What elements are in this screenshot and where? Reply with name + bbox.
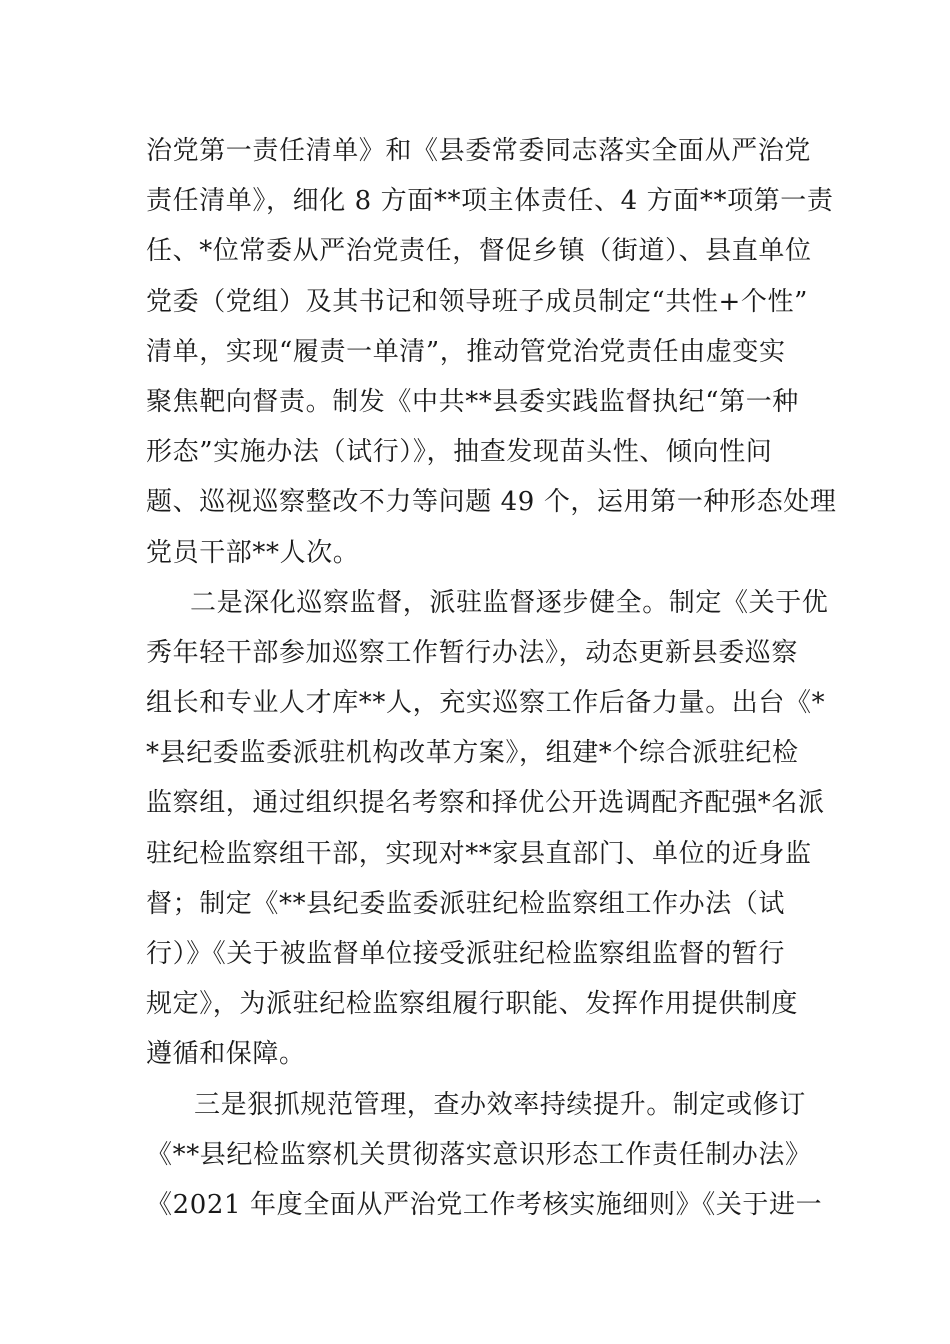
text-line: 清单，实现“履责一单清”，推动管党治党责任由虚变实 [146, 336, 786, 367]
text-line: 《2021 年度全面从严治党工作考核实施细则》《关于进一 [146, 1189, 823, 1220]
document-body [146, 126, 837, 1230]
text-line: 责任清单》，细化 8 方面**项主体责任、4 方面**项第一责 [146, 186, 834, 217]
text-line: 形态”实施办法（试行）》，抽查发现苗头性、倾向性问 [146, 437, 773, 468]
text-line: 党员干部**人次。 [146, 537, 360, 568]
text-line: 驻纪检监察组干部，实现对**家县直部门、单位的近身监 [146, 838, 812, 869]
text-line: 秀年轻干部参加巡察工作暂行办法》，动态更新县委巡察 [146, 637, 799, 668]
text-line: 监察组，通过组织提名考察和择优公开选调配齐配强*名派 [146, 788, 825, 819]
text-line: 聚焦靶向督责。制发《中共**县委实践监督执纪“第一种 [146, 386, 799, 417]
text-line: 组长和专业人才库**人，充实巡察工作后备力量。出台《* [146, 688, 826, 719]
text-line: 遵循和保障。 [146, 1039, 306, 1070]
text-line: 《**县纪检监察机关贯彻落实意识形态工作责任制办法》 [146, 1139, 812, 1170]
text-line: 行）》《关于被监督单位接受派驻纪检监察组监督的暂行 [146, 939, 786, 969]
text-line: *县纪委监委派驻机构改革方案》，组建*个综合派驻纪检 [146, 738, 799, 769]
text-line: 任、*位常委从严治党责任，督促乡镇（街道）、县直单位 [146, 236, 812, 267]
text-line: 题、巡视巡察整改不力等问题 49 个，运用第一种形态处理 [146, 487, 837, 518]
text-line: 三是狠抓规范管理，查办效率持续提升。制定或修订 [194, 1089, 806, 1120]
paragraph-3 [146, 1080, 823, 1231]
text-line: 党委（党组）及其书记和领导班子成员制定“共性+个性” [146, 286, 808, 317]
text-line: 治党第一责任清单》和《县委常委同志落实全面从严治党 [146, 136, 812, 166]
paragraph-1 [146, 126, 837, 578]
text-line: 督；制定《**县纪委监委派驻纪检监察组工作办法（试 [146, 888, 786, 919]
text-line: 二是深化巡察监督，派驻监督逐步健全。制定《关于优 [190, 587, 829, 618]
text-line: 规定》，为派驻纪检监察组履行职能、发挥作用提供制度 [146, 989, 799, 1020]
paragraph-2 [146, 578, 829, 1080]
